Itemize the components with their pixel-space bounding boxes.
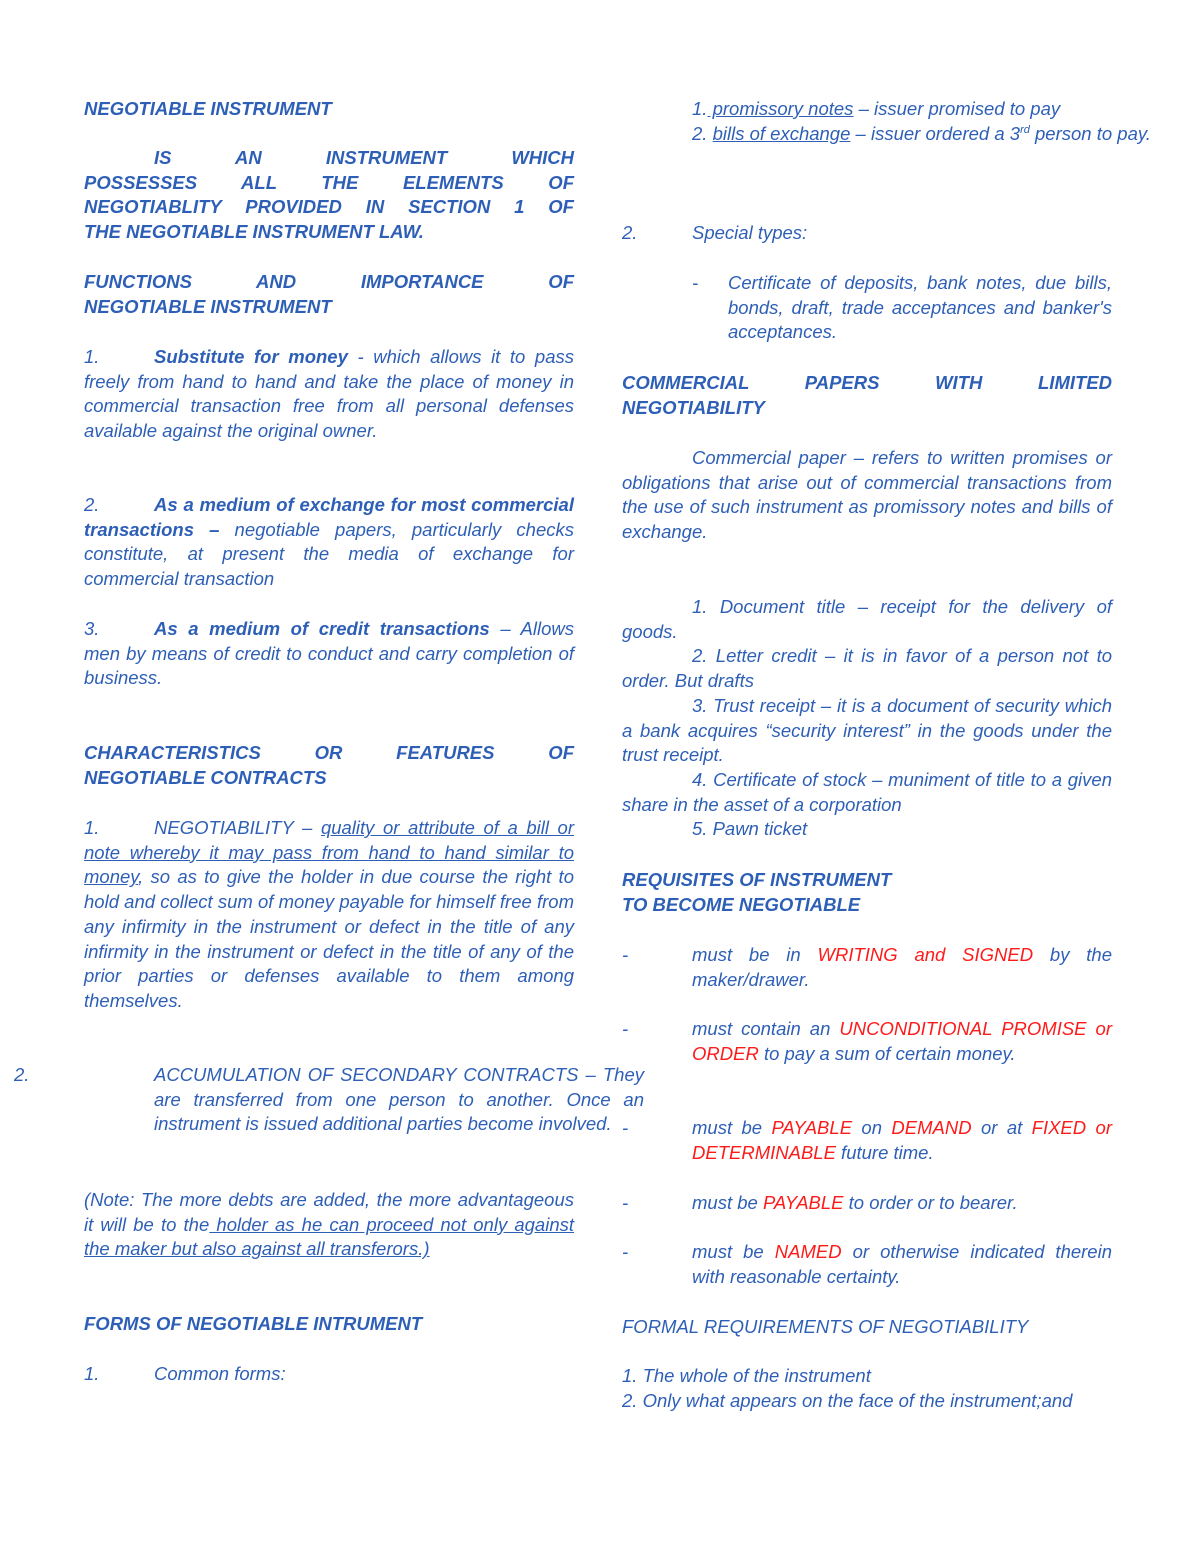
definition: IS AN INSTRUMENT WHICH POSSESSES ALL THE ELEMENTS OF NEGOTIABLITY PROVIDED IN SECTION 1 OF THE NEGOTIABLE INSTRUMENT LAW. xyxy=(84,147,574,243)
characteristic-item-1: 1. NEGOTIABILITY – quality or attribute of a bill or note whereby it may pass from hand to hand similar to money, so as to give the holder in due course the right to hold and collect sum of money payable for himself free from any infirmity in the instrument or defect in the title of any infirmity in the instrument or defect in the title of any of the prior parties or defenses available to them among themselves. xyxy=(84,817,574,1011)
characteristic-item-2: 2. ACCUMULATION OF SECONDARY CONTRACTS – They are transferred from one person to another. Once an instrument is issued additional parties become involved. xyxy=(14,1064,644,1135)
requisite-item: - must be PAYABLE to order or to bearer. xyxy=(622,1192,1018,1213)
special-types: 2. Special types: xyxy=(622,222,808,243)
requisite-item: - must be in WRITING and SIGNED by the maker/drawer. xyxy=(622,944,1112,990)
limited-list-item: 3. Trust receipt – it is a document of security which a bank acquires “security interest” in the goods under the trust receipt. xyxy=(622,694,1112,766)
function-item-1: 1. Substitute for money - which allows it to pass freely from hand to hand and take the place of money in commercial transaction free from all personal defenses available against the original owner. xyxy=(84,346,574,442)
function-item-3: 3. As a medium of credit transactions – Allows men by means of credit to conduct and carry completion of business. xyxy=(84,618,574,689)
forms-heading: FORMS OF NEGOTIABLE INTRUMENT xyxy=(84,1313,423,1334)
main-title: NEGOTIABLE INSTRUMENT xyxy=(84,98,332,119)
common-forms-list xyxy=(622,97,1182,146)
requisite-item: - must be NAMED or otherwise indicated therein with reasonable certainty. xyxy=(622,1241,1112,1287)
limited-list xyxy=(622,595,1112,842)
common-form-2: 2. bills of exchange – issuer ordered a 3rd person to pay. xyxy=(692,122,1151,144)
limited-list-item: 4. Certificate of stock – muniment of title to a given share in the asset of a corporation xyxy=(622,768,1112,815)
requisites-heading: REQUISITES OF INSTRUMENT TO BECOME NEGOTIABLE xyxy=(622,869,892,915)
limited-list-item: 5. Pawn ticket xyxy=(692,818,808,840)
formal-requirements-heading: FORMAL REQUIREMENTS OF NEGOTIABILITY xyxy=(622,1316,1029,1337)
special-types-item: - Certificate of deposits, bank notes, due bills, bonds, draft, trade acceptances and banker's acceptances. xyxy=(692,272,1112,343)
functions-heading: FUNCTIONS AND IMPORTANCE OF NEGOTIABLE INSTRUMENT xyxy=(84,271,574,317)
note: (Note: The more debts are added, the more advantageous it will be to the holder as he can proceed not only against the maker but also against all transferors.) xyxy=(84,1189,574,1260)
formal-requirement-1: 1. The whole of the instrument xyxy=(622,1365,871,1386)
limited-negotiability-heading: COMMERCIAL PAPERS WITH LIMITED NEGOTIABILITY xyxy=(622,372,1112,418)
common-form-1: 1. promissory notes – issuer promised to pay xyxy=(692,98,1061,119)
limited-list-item: 2. Letter credit – it is in favor of a person not to order. But drafts xyxy=(622,645,1112,692)
limited-list-item: 1. Document title – receipt for the delivery of goods. xyxy=(622,596,1112,642)
formal-requirement-2: 2. Only what appears on the face of the instrument;and xyxy=(622,1390,1073,1411)
commercial-paper-definition: Commercial paper – refers to written promises or obligations that arise out of commercial transactions from the use of such instrument as promissory notes and bills of exchange. xyxy=(622,447,1112,543)
characteristics-heading: CHARACTERISTICS OR FEATURES OF NEGOTIABLE CONTRACTS xyxy=(84,742,574,788)
forms-item-1: 1. Common forms: xyxy=(84,1363,286,1384)
requisite-item: - must contain an UNCONDITIONAL PROMISE or ORDER to pay a sum of certain money. xyxy=(622,1018,1112,1064)
function-item-2: 2. As a medium of exchange for most commercial transactions – negotiable papers, particularly checks constitute, at present the media of exchange for commercial transaction xyxy=(84,494,575,590)
requisite-item: - must be PAYABLE on DEMAND or at FIXED or DETERMINABLE future time. xyxy=(622,1117,1112,1163)
